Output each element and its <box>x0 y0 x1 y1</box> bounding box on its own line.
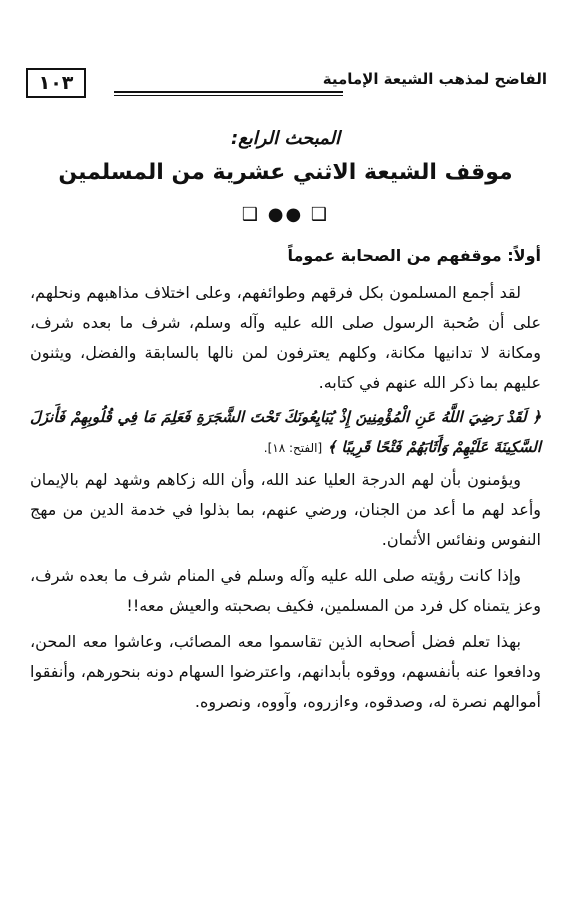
paragraph-3: وإذا كانت رؤيته صلى الله عليه وآله وسلم في المنام شرف ما بعده شرف، وعز يتمناه كل فرد من المسلمين، فكيف بصحبته والعيش معه!! <box>30 566 541 615</box>
section-title: موقف الشيعة الاثني عشرية من المسلمين <box>58 160 513 185</box>
running-title: الفاضح لمذهب الشيعة الإمامية <box>322 70 547 88</box>
ornament-divider: ❑ ●● ❑ <box>241 204 330 225</box>
paragraph-1: لقد أجمع المسلمون بكل فرقهم وطوائفهم، وعلى اختلاف مذاهبهم ونحلهم، على أن صُحبة الرسول صلى الله عليه وآله وسلم، شرف ما بعده شرف، ومكانة لا تدانيها مكانة، وكلهم يعترفون لمن نالها بالسابقة والفضل، ويثنون عليهم بما ذكر الله عنهم في كتابه. <box>30 283 541 392</box>
paragraph-4: بهذا تعلم فضل أصحابه الذين تقاسموا معه المصائب، وعاشوا معه المحن، ودافعوا عنه بأنفسهم، ووقوه بأبدانهم، واعترضوا السهام دونه بنحورهم، وأنفقوا أموالهم نصرة له، وصدقوه، وءازروه، وآووه، ونصروه. <box>30 632 541 711</box>
quran-verse <box>30 402 541 463</box>
body-text <box>30 278 541 721</box>
header-rule <box>114 91 343 93</box>
header-rule-thin <box>114 95 343 96</box>
verse-text: ﴿ لَقَدْ رَضِيَ اللَّهُ عَنِ الْمُؤْمِنِينَ إِذْ يُبَايِعُونَكَ تَحْتَ الشَّجَرَةِ فَعَلِمَ مَا فِي قُلُوبِهِمْ فَأَنزَلَ السَّكِينَةَ عَلَيْهِمْ وَأَثَابَهُمْ فَتْحًا قَرِيبًا ﴾ <box>30 408 541 456</box>
paragraph-2: ويؤمنون بأن لهم الدرجة العليا عند الله، وأن الله زكاهم وشهد لهم بالإيمان وأعد لهم ما أعد من الجنان، ورضي عنهم، بما بذلوا في خدمة الدين من مهج النفوس ونفائس الأثمان. <box>30 470 541 549</box>
page-number: ١٠٣ <box>26 68 86 98</box>
verse-reference: [الفتح: ١٨]. <box>263 441 323 455</box>
subheading: أولاً: موقفهم من الصحابة عموماً <box>287 246 541 265</box>
section-label: المبحث الرابع: <box>230 128 341 149</box>
running-header <box>22 64 553 104</box>
